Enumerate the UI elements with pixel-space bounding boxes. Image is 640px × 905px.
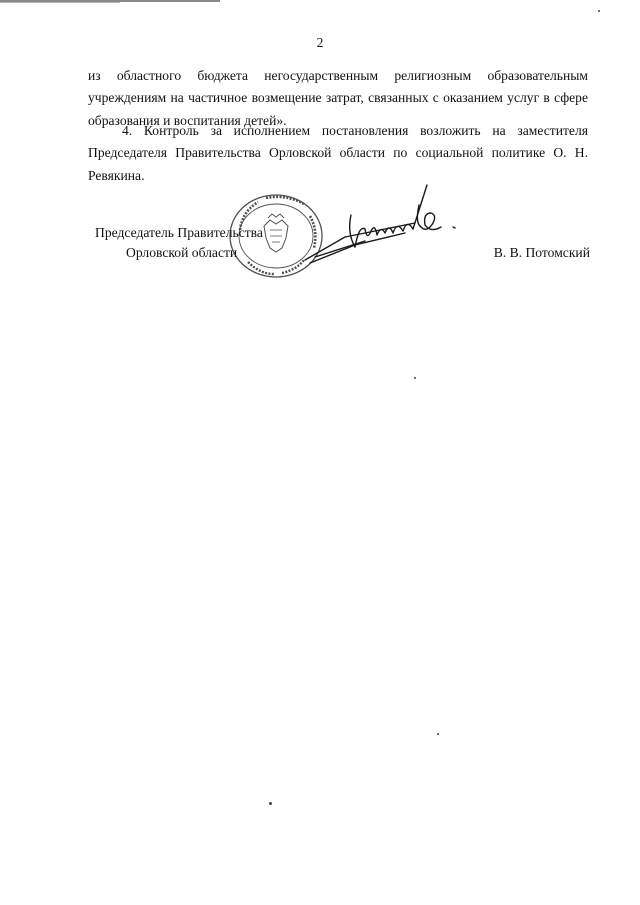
page-number: 2 <box>316 35 324 50</box>
scan-speck <box>269 802 272 805</box>
handwritten-signature-icon <box>285 175 470 275</box>
signature-block <box>0 0 640 300</box>
scan-speck <box>414 377 416 379</box>
paragraph-continuation: из областного бюджета негосударственным религиозным образовательным учреждениям на частичное возмещение затрат, связанных с оказанием услуг в сфере образования и воспитания детей». <box>88 68 588 128</box>
paragraph-control-clause: 4. Контроль за исполнением постановления возложить на заместителя Председателя Правительства Орловской области по социальной политике О. Н. Ревякина. <box>88 123 588 183</box>
signer-name: В. В. Потомский <box>493 245 590 260</box>
signer-title-line2: Орловской области <box>126 245 238 260</box>
scan-speck <box>598 10 600 12</box>
signer-title-line1: Председатель Правительства <box>95 225 263 240</box>
scan-speck <box>437 733 439 735</box>
